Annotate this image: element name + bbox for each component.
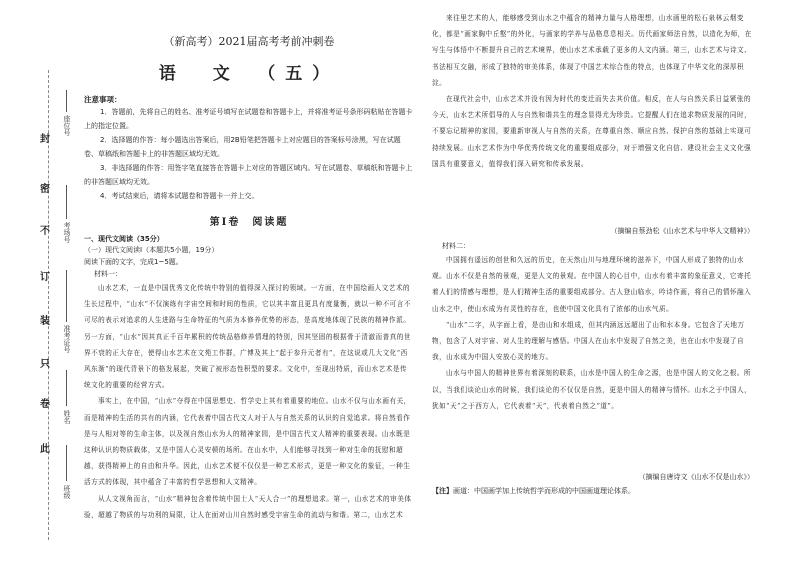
paragraph: 从人文视角而言，“山水”精神包含着传统中国士人“天人合一”的理想追求。第一，山水艺术的审美体验，超越了物质的与功利的局限，让人在面对山川自然时感受宇宙生命的流动与和谐。第二，山水艺术 [84,494,412,519]
annotation-text: 画道：中国画学加上传统哲学而形成的中国画道理论体系。 [453,487,635,495]
source-citation-two: （摘编自唐诗文《山水不仅是山水》） [638,473,754,481]
paragraph: 在现代社会中，山水艺术并没有因为时代的变迁而失去其价值。相反，在人与自然关系日益紧张的今天，山水艺术所倡导的人与自然和谐共生的理念显得尤为珍贵。它提醒人们在追求物质发展的同时，不要忘记精神的家园，要重新审视人与自然的关系，在尊重自然、顺应自然、保护自然的基础上实现可持续发展。山水艺术作为中华优秀传统文化的重要组成部分，对于增强文化自信、建设社会主义文化强国具有重要意义，值得我们深入研究和传承发展。 [432,95,752,168]
annotation [432,486,754,496]
subsection-heading: （一）现代文阅读Ⅰ（本题共5小题，19分） [84,246,219,254]
seal-char-6: 只 [40,359,50,370]
notice-item: 2．选择题的作答：每小题选出答案后，用2B铅笔把答题卡上对应题目的答案标号涂黑，写在试题卷、草稿纸和答题卡上的非答题区域均无效。 [84,136,401,158]
seal-char-1: 封 [40,134,50,145]
seal-char-8: 此 [40,444,50,455]
seal-char-4: 订 [40,272,50,283]
name-label: 姓名 [63,410,71,424]
class-line [66,445,67,481]
paragraph: 来往里艺术的人，能够感受到山水之中蕴含的精神力量与人格理想，山水画里的松石泉林云烟变化，都是“画家胸中丘壑”的外化，与画家的学养与品格息息相关。历代画家师法自然，以造化为师，在写生与体悟中不断提升自己的艺术境界，使山水艺术承载了更多的人文内涵。第三，山水艺术与诗文、书法相互交融，形成了独特的审美体系，体现了中国艺术综合性的特点，也体现了中华文化的深厚积淀。 [432,14,752,87]
paragraph: 中国拥有遥远的创世和久远的历史，在天然山川与地理环境的滋养下，中国人形成了独特的山水观。山水不仅是自然的景观，更是人文的景观。在中国人的心目中，山水有着丰富的象征意义，它寄托着人们的情感与理想，是人们精神生活的重要组成部分。古人登山临水，吟诗作画，将自己的情怀融入山水之中，使山水成为有灵性的存在，也使中国文化具有了浓郁的山水气质。 [432,256,752,313]
name-line [66,370,67,406]
notice-item: 3．非选择题的作答：用签字笔直接答在答题卡上对应的答题区域内。写在试题卷、草稿纸和答题卡上的非答题区域均无效。 [84,164,413,186]
admission-number-line [66,270,67,322]
paragraph: 山水艺术，一直是中国优秀文化传统中特别的值得深入探讨的领域。一方面，在中国绘画人文艺术的生长过程中，“山水”不仅演练有宇宙空间和时间的性质，它以其丰富且更具有度量衡，就以一种不可言不可尽的表示对追求的人生进路与生命特征的气质为本修养优势的形态，是高度地体现了民族的精神作派。另一方面，“山水”因其真正千百年累积的传统品格修养情理的特别，因其坚固的根据骨于清澈而普真的世界不衰的正大存在，使得山水艺术在文苑工作群，广博及其上“起于参升元者有”，在这说或几大文化“西风东渐”的现代背景下的格发展起，突破了被形态性积型的要求。文化中，至现出特质，而山水艺术是传统文化的重要的经营方式。 [84,284,411,390]
material-two-label: 材料二： [442,242,470,250]
section-heading: 一、现代文阅读（35分） [84,235,164,243]
paragraph: 事实上，在中国，“山水”夺得在中国思想史、哲学史上其有着重要的地位。山水不仅与山水画有关，而是精神的生活的共有的内涵，它代表着中国古代文人对于人与自然关系的认识的自觉追求。将自然看作是与人相对等的生命主体，以及视自然山水为人的精神家园，是中国古代文人精神的重要表现。山水既是这种认识的物质载体，又是中国人心灵安顿的场所。在山水中，人们能够寻找到一种对生命的抚慰和超越，获得精神上的自由和升华。因此，山水艺术便不仅仅是一种艺术形式，更是一种文化的象征，一种生活方式的体现，其中蕴含了丰富的哲学思想和人文精神。 [84,397,411,487]
exam-room-line [66,185,67,219]
left-column [84,30,414,519]
subject-title: 语 文 （五） [158,64,340,84]
admission-number-label: 准考证号 [63,325,71,353]
seal-char-3: 不 [40,226,50,237]
material-one-continued [432,10,754,220]
source-citation-one: （摘编自蔡劲松《山水艺术与中华人文精神》） [610,227,754,235]
notice-item: 1．答题前，先将自己的姓名、准考证号填写在试题卷和答题卡上，并将准考证号条形码粘贴在答题卡上的指定位置。 [84,108,413,130]
material-one-label: 材料一： [94,270,122,278]
material-two-text [432,252,754,468]
reading-instruction: 阅读下面的文字，完成1~5题。 [84,258,183,266]
seal-char-5: 装 [40,316,50,327]
right-column [432,10,754,496]
paragraph: “山水”二字，从字面上看，是由山和水组成，但其内涵远远超出了山和水本身。它包含了天地万物，包含了人对宇宙、对人生的理解与感悟。中国人在山水中发现了自然之美，也在山水中发现了自我，山水成为中国人安放心灵的地方。 [432,320,745,362]
annotation-label: 【注】 [432,487,453,495]
seat-number-label: 座位号 [63,115,71,136]
class-label: 班级 [63,485,71,499]
seal-char-7: 卷 [40,399,50,410]
notice-item: 4．考试结束后，请将本试题卷和答题卡一并上交。 [100,192,259,200]
volume-heading: 第Ⅰ卷 阅读题 [209,217,289,228]
seat-number-line [66,90,67,112]
material-one-text [84,280,414,519]
exam-room-label: 考场号 [63,222,71,243]
exam-title: （新高考）2021届高考考前冲刺卷 [163,35,335,48]
notice-heading: 注意事项： [84,95,122,104]
seal-char-2: 密 [40,184,50,195]
paragraph: 山水与中国人的精神世界有着深刻的联系，山水是中国人的生命之源，也是中国人的文化之根。所以，当我们谈论山水的时候，我们谈论的不仅仅是自然，更是中国人的精神与情怀。山水之于中国人，犹如“天”之于西方人，它代表着“天”，代表着自然之“道”。 [432,369,752,410]
binding-margin [0,0,71,562]
